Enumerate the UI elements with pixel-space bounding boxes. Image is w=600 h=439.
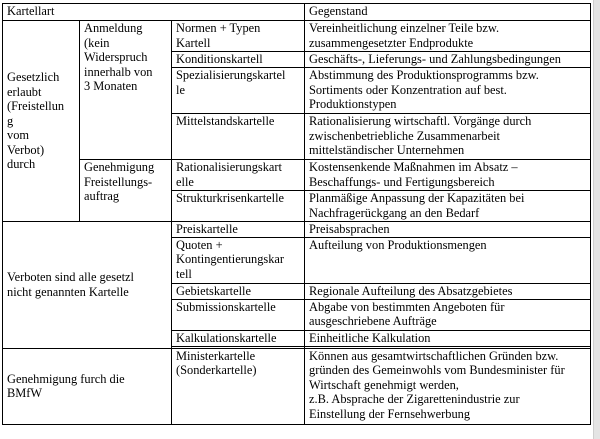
table-row [3,222,591,238]
kartell-type: Kalkulationskartelle [172,330,305,346]
table-row [3,348,591,424]
group-genehmigung: Genehmigung Freistellungs- auftrag [80,160,172,222]
kartell-subject: Geschäfts-, Lieferungs- und Zahlungsbedingungen [305,52,591,68]
table-row [3,21,591,52]
kartell-subject: Aufteilung von Produktionsmengen [305,237,591,283]
kartell-type: Submissionskartelle [172,299,305,330]
header-row [3,4,591,21]
header-kartellart: Kartellart [3,4,305,21]
kartell-subject: Einheitliche Kalkulation [305,330,591,346]
kartell-type: Spezialisierungskartel le [172,68,305,114]
kartell-subject: Vereinheitlichung einzelner Teile bzw. zusammengesetzter Endprodukte [305,21,591,52]
kartell-type: Ministerkartelle (Sonderkartelle) [172,348,305,424]
group-verboten: Verboten sind alle gesetzl nicht genannten Kartelle [3,222,172,349]
kartell-type: Quoten + Kontingentierungskar tell [172,237,305,283]
kartell-subject: Preisabsprachen [305,222,591,238]
kartell-subject: Rationalisierung wirtschaftl. Vorgänge durch zwischenbetriebliche Zusammenarbeit mittelständischer Unternehmen [305,114,591,160]
table-row [3,160,591,191]
kartell-type: Mittelstandskartelle [172,114,305,160]
vertical-scrollbar[interactable] [593,0,600,439]
kartell-subject: Können aus gesamtwirtschaftlichen Gründen bzw. gründen des Gemeinwohls vom Bundesminister für Wirtschaft genehmigt werden, z.B. Absprache der Zigarettenindustrie zur Einstellung der Fernsehwerbung [305,348,591,424]
kartell-table [2,3,591,425]
group-anmeldung: Anmeldung (kein Widerspruch innerhalb von 3 Monaten [80,21,172,160]
kartell-type: Gebietskartelle [172,283,305,299]
kartell-type: Normen + Typen Kartell [172,21,305,52]
kartell-subject: Kostensenkende Maßnahmen im Absatz – Beschaffungs- und Fertigungsbereich [305,160,591,191]
kartell-subject: Abgabe von bestimmten Angeboten für ausgeschriebene Aufträge [305,299,591,330]
group-bmfw: Genehmigung furch die BMfW [3,348,172,424]
group-gesetzlich-erlaubt: Gesetzlich erlaubt (Freistellun g vom Verbot) durch [3,21,80,222]
header-gegenstand: Gegenstand [305,4,591,21]
kartell-subject: Regionale Aufteilung des Absatzgebietes [305,283,591,299]
kartell-type: Konditionskartell [172,52,305,68]
kartell-type: Strukturkrisenkartelle [172,191,305,222]
kartell-subject: Abstimmung des Produktionsprogramms bzw. Sortiments oder Konzentration auf best. Produktionstypen [305,68,591,114]
kartell-subject: Planmäßige Anpassung der Kapazitäten bei Nachfragerückgang an den Bedarf [305,191,591,222]
kartell-type: Preiskartelle [172,222,305,238]
kartell-type: Rationalisierungskart elle [172,160,305,191]
